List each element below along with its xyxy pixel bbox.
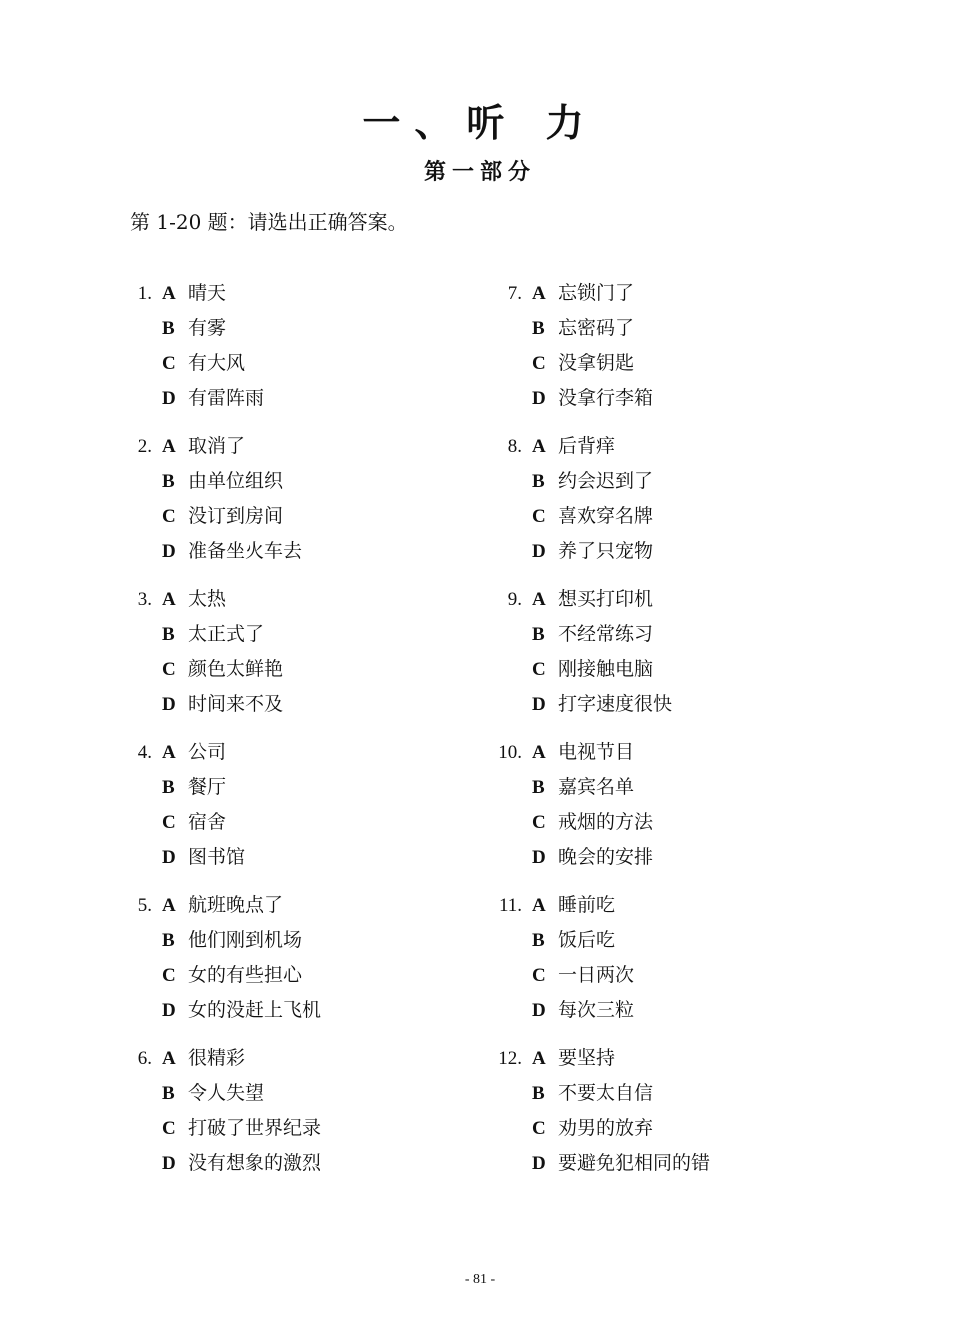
option-letter: A xyxy=(162,436,176,457)
answer-option xyxy=(118,735,458,770)
option-text: 忘密码了 xyxy=(558,317,635,339)
question-number: 3. xyxy=(137,589,152,610)
answer-option xyxy=(488,1076,828,1111)
option-letter: C xyxy=(532,353,546,374)
question-number: 9. xyxy=(507,589,522,610)
option-text: 后背痒 xyxy=(558,435,616,457)
option-text: 餐厅 xyxy=(188,776,227,798)
option-text: 很精彩 xyxy=(188,1047,246,1069)
option-letter: D xyxy=(162,388,176,409)
answer-option xyxy=(118,499,458,534)
answer-option xyxy=(118,276,458,311)
option-letter: B xyxy=(532,624,545,645)
question-item xyxy=(488,888,828,1028)
question-item xyxy=(118,276,458,416)
option-text: 喜欢穿名牌 xyxy=(558,505,654,527)
answer-option xyxy=(118,1076,458,1111)
option-letter: C xyxy=(162,506,176,527)
answer-option xyxy=(488,652,828,687)
answer-option xyxy=(118,582,458,617)
option-text: 不经常练习 xyxy=(558,623,654,645)
option-letter: B xyxy=(162,624,175,645)
option-letter: D xyxy=(162,847,176,868)
option-text: 没拿钥匙 xyxy=(558,352,635,374)
option-letter: C xyxy=(532,506,546,527)
question-item xyxy=(118,1041,458,1181)
option-text: 公司 xyxy=(188,741,227,763)
option-letter: A xyxy=(532,742,546,763)
option-text: 颜色太鲜艳 xyxy=(188,658,284,680)
answer-option xyxy=(488,840,828,875)
option-letter: B xyxy=(532,1083,545,1104)
option-text: 准备坐火车去 xyxy=(188,540,303,562)
answer-option xyxy=(118,687,458,722)
answer-option xyxy=(118,805,458,840)
option-letter: D xyxy=(532,1153,546,1174)
answer-option xyxy=(118,1146,458,1181)
option-letter: A xyxy=(532,283,546,304)
option-letter: A xyxy=(532,895,546,916)
option-letter: C xyxy=(532,812,546,833)
answer-option xyxy=(488,770,828,805)
option-letter: D xyxy=(162,1000,176,1021)
page-number: - 81 - xyxy=(464,1272,496,1287)
option-text: 要避免犯相同的错 xyxy=(558,1152,711,1174)
question-number: 4. xyxy=(137,742,152,763)
answer-option xyxy=(118,888,458,923)
answer-option xyxy=(118,617,458,652)
answer-option xyxy=(488,888,828,923)
option-letter: B xyxy=(162,318,175,339)
option-text: 有大风 xyxy=(188,352,246,374)
option-letter: D xyxy=(532,847,546,868)
option-text: 嘉宾名单 xyxy=(558,776,635,798)
option-text: 令人失望 xyxy=(188,1082,265,1104)
option-letter: C xyxy=(162,1118,176,1139)
question-item xyxy=(488,735,828,875)
answer-option xyxy=(118,770,458,805)
part-title: 第一部分 xyxy=(423,159,536,185)
option-text: 想买打印机 xyxy=(558,588,654,610)
option-text: 没拿行李箱 xyxy=(558,387,654,409)
option-text: 劝男的放弃 xyxy=(558,1117,654,1139)
option-letter: A xyxy=(162,589,176,610)
answer-option xyxy=(118,429,458,464)
option-letter: D xyxy=(162,1153,176,1174)
option-letter: A xyxy=(162,895,176,916)
option-letter: D xyxy=(162,694,176,715)
option-letter: B xyxy=(532,777,545,798)
answer-option xyxy=(488,1111,828,1146)
option-text: 宿舍 xyxy=(188,811,227,833)
option-letter: C xyxy=(532,659,546,680)
option-letter: B xyxy=(532,471,545,492)
option-text: 刚接触电脑 xyxy=(558,658,654,680)
instruction: 第 1-20 题：请选出正确答案。 xyxy=(130,210,408,234)
answer-option xyxy=(118,993,458,1028)
option-letter: B xyxy=(162,471,175,492)
option-text: 他们刚到机场 xyxy=(188,929,303,951)
question-number: 8. xyxy=(507,436,522,457)
question-number: 10. xyxy=(498,742,522,763)
option-text: 由单位组织 xyxy=(188,470,284,492)
option-letter: A xyxy=(532,1048,546,1069)
answer-option xyxy=(488,582,828,617)
question-number: 1. xyxy=(137,283,152,304)
option-text: 忘锁门了 xyxy=(558,282,635,304)
option-letter: B xyxy=(162,930,175,951)
answer-option xyxy=(488,993,828,1028)
answer-option xyxy=(488,805,828,840)
option-text: 女的有些担心 xyxy=(188,964,303,986)
answer-option xyxy=(488,923,828,958)
question-item xyxy=(118,735,458,875)
option-letter: D xyxy=(532,541,546,562)
answer-option xyxy=(118,346,458,381)
option-letter: B xyxy=(532,930,545,951)
question-number: 2. xyxy=(137,436,152,457)
option-text: 电视节目 xyxy=(558,741,635,763)
answer-option xyxy=(118,958,458,993)
option-text: 要坚持 xyxy=(558,1047,616,1069)
option-text: 没有想象的激烈 xyxy=(188,1152,322,1174)
option-text: 不要太自信 xyxy=(558,1082,654,1104)
option-letter: C xyxy=(162,965,176,986)
answer-option xyxy=(118,652,458,687)
answer-option xyxy=(488,735,828,770)
question-number: 7. xyxy=(507,283,522,304)
option-letter: D xyxy=(162,541,176,562)
answer-option xyxy=(118,464,458,499)
question-number: 6. xyxy=(137,1048,152,1069)
question-number: 12. xyxy=(498,1048,522,1069)
answer-option xyxy=(488,381,828,416)
option-text: 饭后吃 xyxy=(558,929,616,951)
option-text: 航班晚点了 xyxy=(188,894,284,916)
answer-option xyxy=(488,687,828,722)
question-number: 5. xyxy=(137,895,152,916)
answer-option xyxy=(118,1041,458,1076)
option-letter: C xyxy=(162,353,176,374)
question-item xyxy=(488,429,828,569)
option-letter: C xyxy=(532,1118,546,1139)
answer-option xyxy=(488,534,828,569)
option-letter: D xyxy=(532,388,546,409)
answer-option xyxy=(488,276,828,311)
answer-option xyxy=(488,311,828,346)
option-text: 打字速度很快 xyxy=(558,693,673,715)
option-letter: B xyxy=(162,777,175,798)
answer-option xyxy=(488,464,828,499)
option-letter: C xyxy=(532,965,546,986)
option-letter: B xyxy=(532,318,545,339)
question-item xyxy=(488,1041,828,1181)
answer-option xyxy=(118,1111,458,1146)
question-item xyxy=(488,582,828,722)
answer-option xyxy=(488,429,828,464)
option-text: 有雷阵雨 xyxy=(188,387,265,409)
question-item xyxy=(118,888,458,1028)
option-letter: D xyxy=(532,1000,546,1021)
option-text: 太热 xyxy=(188,588,227,610)
option-letter: C xyxy=(162,659,176,680)
option-letter: D xyxy=(532,694,546,715)
option-text: 没订到房间 xyxy=(188,505,284,527)
option-text: 太正式了 xyxy=(188,623,265,645)
question-item xyxy=(488,276,828,416)
option-letter: A xyxy=(162,742,176,763)
option-letter: A xyxy=(532,589,546,610)
section-title: 一、听 力 xyxy=(362,100,598,145)
option-text: 打破了世界纪录 xyxy=(188,1117,322,1139)
question-number: 11. xyxy=(498,895,522,916)
answer-option xyxy=(488,1041,828,1076)
option-text: 每次三粒 xyxy=(558,999,635,1021)
option-text: 取消了 xyxy=(188,435,246,457)
option-text: 晴天 xyxy=(188,282,227,304)
option-text: 约会迟到了 xyxy=(558,470,654,492)
option-letter: A xyxy=(162,283,176,304)
option-letter: A xyxy=(162,1048,176,1069)
answer-option xyxy=(488,617,828,652)
answer-option xyxy=(488,958,828,993)
answer-option xyxy=(118,311,458,346)
answer-option xyxy=(118,534,458,569)
answer-option xyxy=(118,381,458,416)
option-text: 戒烟的方法 xyxy=(558,811,654,833)
option-letter: C xyxy=(162,812,176,833)
question-item xyxy=(118,429,458,569)
option-letter: B xyxy=(162,1083,175,1104)
answer-option xyxy=(488,346,828,381)
option-text: 睡前吃 xyxy=(558,894,616,916)
answer-option xyxy=(488,499,828,534)
option-text: 时间来不及 xyxy=(188,693,284,715)
option-text: 养了只宠物 xyxy=(558,540,654,562)
question-item xyxy=(118,582,458,722)
answer-option xyxy=(118,840,458,875)
option-text: 有雾 xyxy=(188,317,227,339)
option-text: 一日两次 xyxy=(558,964,635,986)
answer-option xyxy=(118,923,458,958)
answer-option xyxy=(488,1146,828,1181)
option-letter: A xyxy=(532,436,546,457)
option-text: 图书馆 xyxy=(188,846,246,868)
option-text: 女的没赶上飞机 xyxy=(188,999,322,1021)
option-text: 晚会的安排 xyxy=(558,846,654,868)
